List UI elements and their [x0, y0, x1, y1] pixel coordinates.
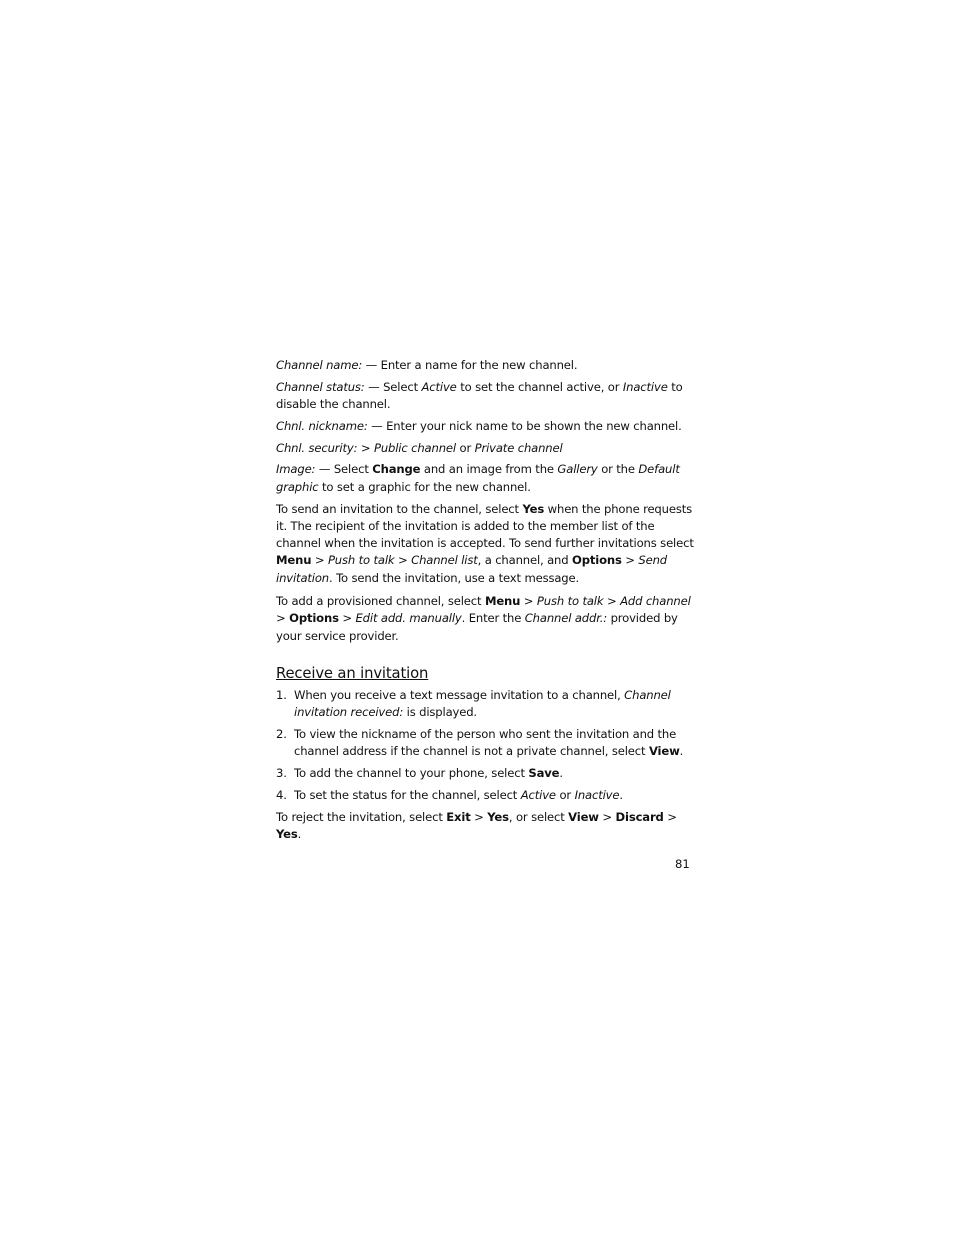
term: Channel name:: [276, 358, 363, 372]
text: — Enter your nick name to be shown the new channel.: [367, 418, 682, 433]
separator: >: [603, 594, 621, 609]
separator: >: [598, 809, 616, 824]
text: is displayed.: [403, 705, 477, 720]
separator: >: [311, 553, 328, 568]
softkey-options: Options: [572, 553, 622, 568]
separator: >: [338, 611, 356, 626]
text: When you receive a text message invitation to a channel,: [294, 687, 625, 702]
reject-invitation-paragraph: [276, 809, 694, 844]
security-definition: [276, 440, 694, 457]
provisioned-channel-paragraph: [276, 593, 694, 645]
separator: >: [276, 611, 290, 626]
field-channel-addr: Channel addr.:: [524, 611, 608, 626]
menu-channel-list: Channel list: [411, 553, 478, 568]
softkey-options: Options: [289, 611, 339, 626]
softkey-yes: Yes: [276, 827, 298, 842]
text: to set a graphic for the new channel.: [318, 479, 531, 494]
step-number: 2.: [276, 727, 287, 742]
text: when the phone requests it. The recipient of the invitation is added to the member list of the channel when the invitation is accepted. To send further invitations select: [276, 501, 694, 551]
text: To add the channel to your phone, select: [294, 766, 529, 781]
term: Channel status:: [276, 379, 365, 394]
menu-edit-add-manually: Edit add. manually: [355, 611, 462, 626]
menu-send-invitation: Send invitation: [276, 553, 667, 585]
steps-list: [276, 687, 694, 804]
option-private: Private channel: [474, 440, 563, 455]
option-default-graphic: Default graphic: [276, 462, 680, 494]
option-gallery: Gallery: [557, 462, 598, 477]
section-heading: Receive an invitation: [276, 664, 429, 682]
list-item: [276, 787, 694, 804]
text: , or select: [508, 809, 569, 824]
step-number: 3.: [276, 766, 287, 781]
page-number: 81: [675, 857, 690, 871]
menu-add-channel: Add channel: [620, 594, 691, 609]
list-item: [276, 726, 694, 761]
text: .: [559, 766, 563, 781]
separator: >: [520, 594, 537, 609]
text: To view the nickname of the person who sent the invitation and the channel address if the channel is not a private channel, select: [294, 727, 677, 759]
text: or: [555, 787, 575, 802]
text: — Select: [364, 379, 422, 394]
text: , a channel, and: [477, 553, 572, 568]
text: to set the channel active, or: [456, 379, 623, 394]
separator: >: [470, 809, 488, 824]
softkey-discard: Discard: [615, 809, 664, 824]
softkey-view: View: [568, 809, 599, 824]
option-inactive: Inactive: [574, 787, 620, 802]
term: Image:: [276, 462, 316, 477]
softkey-exit: Exit: [446, 809, 471, 824]
text: and an image from the: [420, 462, 558, 477]
text: or: [455, 440, 475, 455]
text: To add a provisioned channel, select: [276, 594, 485, 609]
text: To reject the invitation, select: [276, 809, 447, 824]
term: Chnl. nickname:: [276, 418, 368, 433]
step-number: 1.: [276, 687, 287, 702]
channel-status-definition: [276, 379, 694, 414]
text: To set the status for the channel, select: [294, 787, 521, 802]
text: — Select: [315, 462, 373, 477]
send-invitation-paragraph: [276, 501, 694, 587]
text: To send an invitation to the channel, select: [276, 501, 523, 516]
message-channel-invitation-received: Channel invitation received:: [294, 687, 671, 720]
text: or the: [597, 462, 639, 477]
separator: >: [663, 809, 677, 824]
option-public: Public channel: [373, 440, 456, 455]
text: . Enter the: [461, 611, 525, 626]
nickname-definition: [276, 418, 694, 435]
term: Chnl. security:: [276, 440, 361, 455]
text: — Enter a name for the new channel.: [362, 358, 578, 372]
text: .: [297, 827, 302, 842]
text: >: [360, 440, 374, 455]
manual-page-content: [276, 357, 694, 848]
separator: >: [621, 553, 639, 568]
option-inactive: Inactive: [622, 379, 668, 394]
menu-push-to-talk: Push to talk: [536, 594, 604, 609]
text: to disable the channel.: [276, 379, 683, 412]
softkey-save: Save: [528, 766, 560, 781]
option-active: Active: [421, 379, 457, 394]
separator: >: [394, 553, 412, 568]
text: .: [679, 744, 684, 759]
image-definition: [276, 461, 694, 496]
text: . To send the invitation, use a text message.: [329, 570, 580, 585]
list-item: [276, 765, 694, 782]
text: provided by your service provider.: [276, 611, 678, 643]
step-number: 4.: [276, 787, 287, 802]
softkey-menu: Menu: [484, 594, 521, 609]
menu-push-to-talk: Push to talk: [327, 553, 395, 568]
softkey-yes: Yes: [487, 809, 509, 824]
channel-name-definition: [276, 357, 694, 374]
softkey-menu: Menu: [276, 553, 312, 568]
softkey-change: Change: [372, 462, 421, 477]
softkey-view: View: [648, 744, 680, 759]
softkey-yes: Yes: [522, 501, 545, 516]
text: .: [619, 787, 623, 802]
list-item: [276, 687, 694, 722]
option-active: Active: [520, 787, 556, 802]
